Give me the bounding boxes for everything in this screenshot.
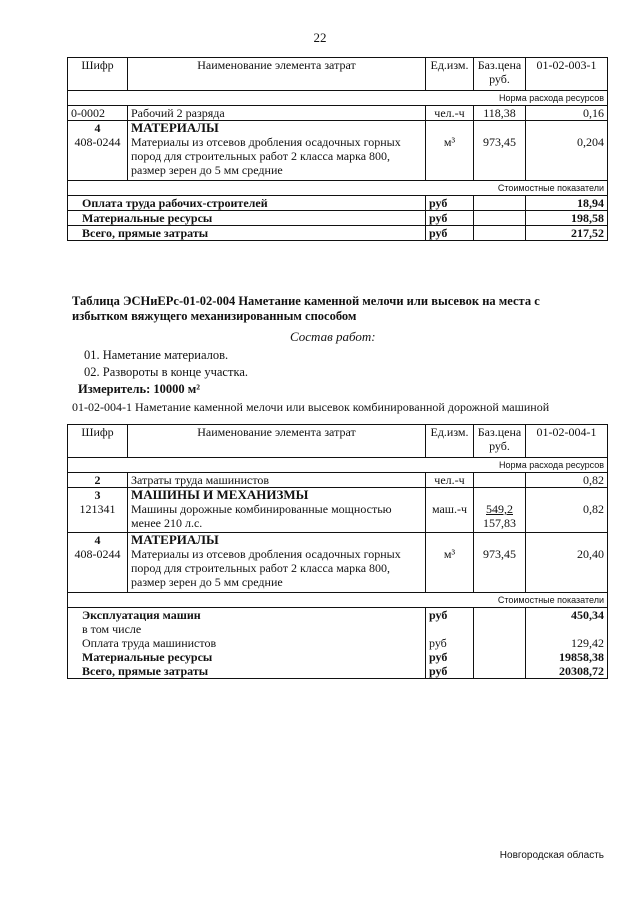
cost-indicators-label: Стоимостные показатели (68, 181, 608, 196)
group-num: 4 (94, 533, 101, 547)
machine-price-cell (474, 488, 526, 533)
total-value: 198,58 (526, 211, 608, 226)
section-title: Таблица ЭСНиЕРс-01-02-004 Наметание каменной мелочи или высевок на места с избытком вяжущего механизированным способом (72, 294, 540, 323)
total-label: в том числе (68, 622, 426, 636)
material-unit: м³ (426, 533, 474, 593)
material-name: Материалы из отсевов дробления осадочных горных пород для строительных работ 2 класса марка 800, размер зерен до 5 мм средние (131, 135, 401, 177)
machine-code-cell (68, 488, 128, 533)
total-label: Всего, прямые затраты (68, 226, 426, 241)
header-code-col: 01-02-003-1 (526, 58, 608, 91)
material-price: 973,45 (474, 121, 526, 181)
labor-name: Затраты труда машинистов (128, 473, 426, 488)
material-unit: м³ (426, 121, 474, 181)
group-title: МАТЕРИАЛЫ (131, 120, 219, 135)
labor-code: 2 (68, 473, 128, 488)
total-value: 217,52 (526, 226, 608, 241)
header-code: Шифр (68, 58, 128, 91)
machine-name: Машины дорожные комбинированные мощностью менее 210 л.с. (131, 502, 392, 530)
total-label: Эксплуатация машин (68, 608, 426, 623)
section-subtitle: 01-02-004-1 Наметание каменной мелочи или высевок комбинированной дорожной машиной (72, 400, 550, 414)
group-num: 3 (94, 488, 101, 502)
total-unit: руб (426, 211, 474, 226)
meter-label: Измеритель: 10000 м² (78, 382, 201, 396)
total-unit: руб (426, 650, 474, 664)
labor-value: 0,82 (526, 473, 608, 488)
group-title: МАТЕРИАЛЫ (131, 532, 219, 547)
group-title: МАШИНЫ И МЕХАНИЗМЫ (131, 487, 309, 502)
machine-value: 0,82 (526, 488, 608, 533)
total-value: 450,34 (526, 608, 608, 623)
group-code-cell (68, 121, 128, 181)
total-unit (426, 622, 474, 636)
header-code: Шифр (68, 425, 128, 458)
header-unit: Ед.изм. (426, 425, 474, 458)
total-value (526, 622, 608, 636)
resource-norm-label: Норма расхода ресурсов (68, 91, 608, 106)
resource-norm-label: Норма расхода ресурсов (68, 458, 608, 473)
row-price: 118,38 (474, 106, 526, 121)
material-code-cell (68, 533, 128, 593)
total-value: 19858,38 (526, 650, 608, 664)
header-price: Баз.цена руб. (474, 58, 526, 91)
total-label: Материальные ресурсы (68, 211, 426, 226)
total-unit: руб (426, 196, 474, 211)
material-value: 0,204 (526, 121, 608, 181)
header-name: Наименование элемента затрат (128, 58, 426, 91)
total-value: 18,94 (526, 196, 608, 211)
machine-price-bottom: 157,83 (483, 516, 516, 530)
machine-name-cell (128, 488, 426, 533)
material-name: Материалы из отсевов дробления осадочных горных пород для строительных работ 2 класса марка 800, размер зерен до 5 мм средние (131, 547, 401, 589)
material-name-cell (128, 121, 426, 181)
total-label: Оплата труда машинистов (68, 636, 426, 650)
work-step-2: 02. Развороты в конце участка. (84, 365, 248, 379)
machine-price-top: 549,2 (486, 502, 513, 516)
total-label: Оплата труда рабочих-строителей (68, 196, 426, 211)
total-value: 20308,72 (526, 664, 608, 679)
row-unit: чел.-ч (426, 106, 474, 121)
labor-unit: чел.-ч (426, 473, 474, 488)
norms-table-01-02-004 (67, 424, 608, 679)
material-code: 408-0244 (74, 135, 121, 149)
header-unit: Ед.изм. (426, 58, 474, 91)
total-unit: руб (426, 664, 474, 679)
total-unit: руб (426, 226, 474, 241)
total-unit: руб (426, 636, 474, 650)
page-number: 22 (313, 30, 327, 45)
material-price: 973,45 (474, 533, 526, 593)
total-unit: руб (426, 608, 474, 623)
row-name: Рабочий 2 разряда (128, 106, 426, 121)
material-code: 408-0244 (74, 547, 121, 561)
total-value: 129,42 (526, 636, 608, 650)
total-label: Всего, прямые затраты (68, 664, 426, 679)
work-step-1: 01. Наметание материалов. (84, 348, 229, 362)
total-label: Материальные ресурсы (68, 650, 426, 664)
header-price: Баз.цена руб. (474, 425, 526, 458)
material-value: 20,40 (526, 533, 608, 593)
composition-label: Состав работ: (290, 329, 376, 344)
cost-indicators-label: Стоимостные показатели (68, 593, 608, 608)
row-value: 0,16 (526, 106, 608, 121)
norms-table-01-02-003 (67, 57, 608, 241)
group-num: 4 (94, 121, 101, 135)
header-code-col: 01-02-004-1 (526, 425, 608, 458)
material-name-cell (128, 533, 426, 593)
header-name: Наименование элемента затрат (128, 425, 426, 458)
footer-region: Новгородская область (499, 850, 604, 861)
machine-code: 121341 (79, 502, 116, 516)
row-code: 0-0002 (68, 106, 128, 121)
machine-unit: маш.-ч (426, 488, 474, 533)
